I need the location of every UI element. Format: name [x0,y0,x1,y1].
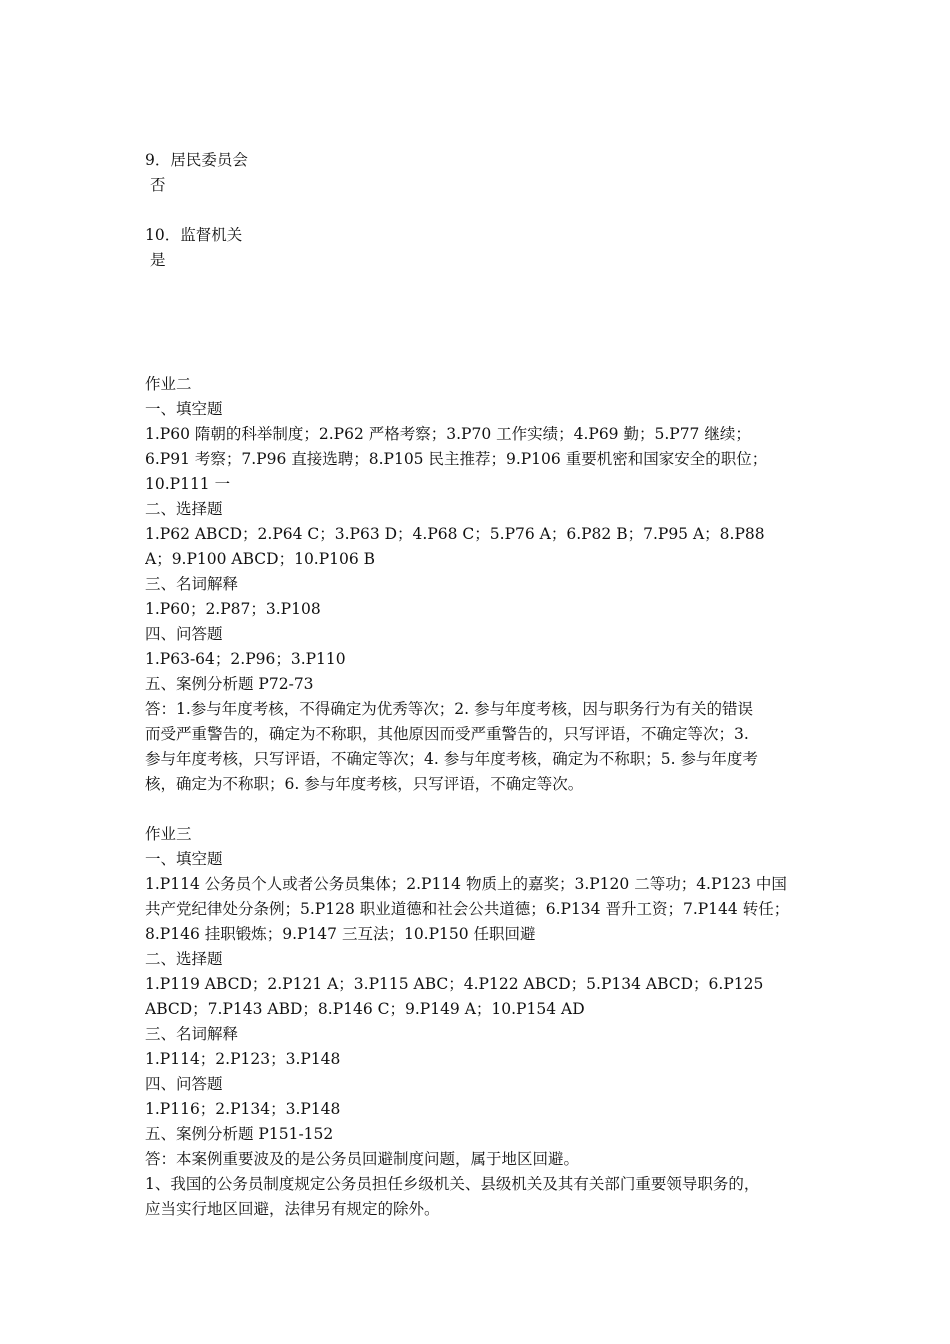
homework-3-term-heading: 三、名词解释 [145,1025,239,1043]
homework-3-title: 作业三 [145,825,192,843]
question-9-answer: 否 [150,176,166,194]
homework-2-fill-line: 6.P91 考察；7.P96 直接选聘；8.P105 民主推荐；9.P106 重要机密和国家安全的职位； [145,450,768,468]
homework-2-choice-heading: 二、选择题 [145,500,223,518]
homework-2-case-line: 参与年度考核，只写评语，不确定等次；4. 参与年度考核，确定为不称职；5. 参与年度考 [145,750,758,768]
homework-3-fill-line: 共产党纪律处分条例；5.P128 职业道德和社会公共道德；6.P134 晋升工资；7.P144 转任； [145,900,790,918]
homework-3-fill-heading: 一、填空题 [145,850,223,868]
question-10-label: 10．监督机关 [145,226,243,244]
homework-2-fill-heading: 一、填空题 [145,400,223,418]
homework-3-case-heading: 五、案例分析题 P151-152 [145,1125,334,1143]
homework-2-choice-line: A；9.P100 ABCD；10.P106 B [145,550,376,568]
homework-2-qa-line: 1.P63-64；2.P96；3.P110 [145,650,346,668]
question-10-answer: 是 [150,251,166,269]
homework-2-title: 作业二 [145,375,192,393]
homework-2-case-line: 核，确定为不称职；6. 参与年度考核，只写评语，不确定等次。 [145,775,584,793]
homework-3-fill-line: 1.P114 公务员个人或者公务员集体；2.P114 物质上的嘉奖；3.P120 二等功；4.P123 中国 [145,875,787,893]
homework-3-term-line: 1.P114；2.P123；3.P148 [145,1050,341,1068]
homework-3-choice-line: 1.P119 ABCD；2.P121 A；3.P115 ABC；4.P122 ABCD；5.P134 ABCD；6.P125 [145,975,764,993]
homework-3-fill-line: 8.P146 挂职锻炼；9.P147 三互法；10.P150 任职回避 [145,925,536,943]
homework-2-qa-heading: 四、问答题 [145,625,223,643]
homework-2-fill-line: 10.P111 一 [145,475,231,493]
homework-3-case-line: 应当实行地区回避，法律另有规定的除外。 [145,1200,440,1218]
homework-3-qa-heading: 四、问答题 [145,1075,223,1093]
homework-3-case-line: 答：本案例重要波及的是公务员回避制度问题，属于地区回避。 [145,1150,580,1168]
homework-2-term-line: 1.P60；2.P87；3.P108 [145,600,321,618]
homework-3-choice-heading: 二、选择题 [145,950,223,968]
homework-2-choice-line: 1.P62 ABCD；2.P64 C；3.P63 D；4.P68 C；5.P76 A；6.P82 B；7.P95 A；8.P88 [145,525,765,543]
homework-3-qa-line: 1.P116；2.P134；3.P148 [145,1100,341,1118]
homework-3-case-line: 1、我国的公务员制度规定公务员担任乡级机关、县级机关及其有关部门重要领导职务的， [145,1175,760,1193]
homework-3-choice-line: ABCD；7.P143 ABD；8.P146 C；9.P149 A；10.P154 AD [145,1000,585,1018]
question-9-label: 9．居民委员会 [145,151,248,169]
homework-2-case-line: 答：1.参与年度考核，不得确定为优秀等次；2. 参与年度考核，因与职务行为有关的错误 [145,700,754,718]
homework-2-case-line: 而受严重警告的，确定为不称职，其他原因而受严重警告的，只写评语，不确定等次；3. [145,725,749,743]
homework-2-fill-line: 1.P60 隋朝的科举制度；2.P62 严格考察；3.P70 工作实绩；4.P69 勤；5.P77 继续； [145,425,751,443]
homework-2-case-heading: 五、案例分析题 P72-73 [145,675,314,693]
homework-2-term-heading: 三、名词解释 [145,575,239,593]
